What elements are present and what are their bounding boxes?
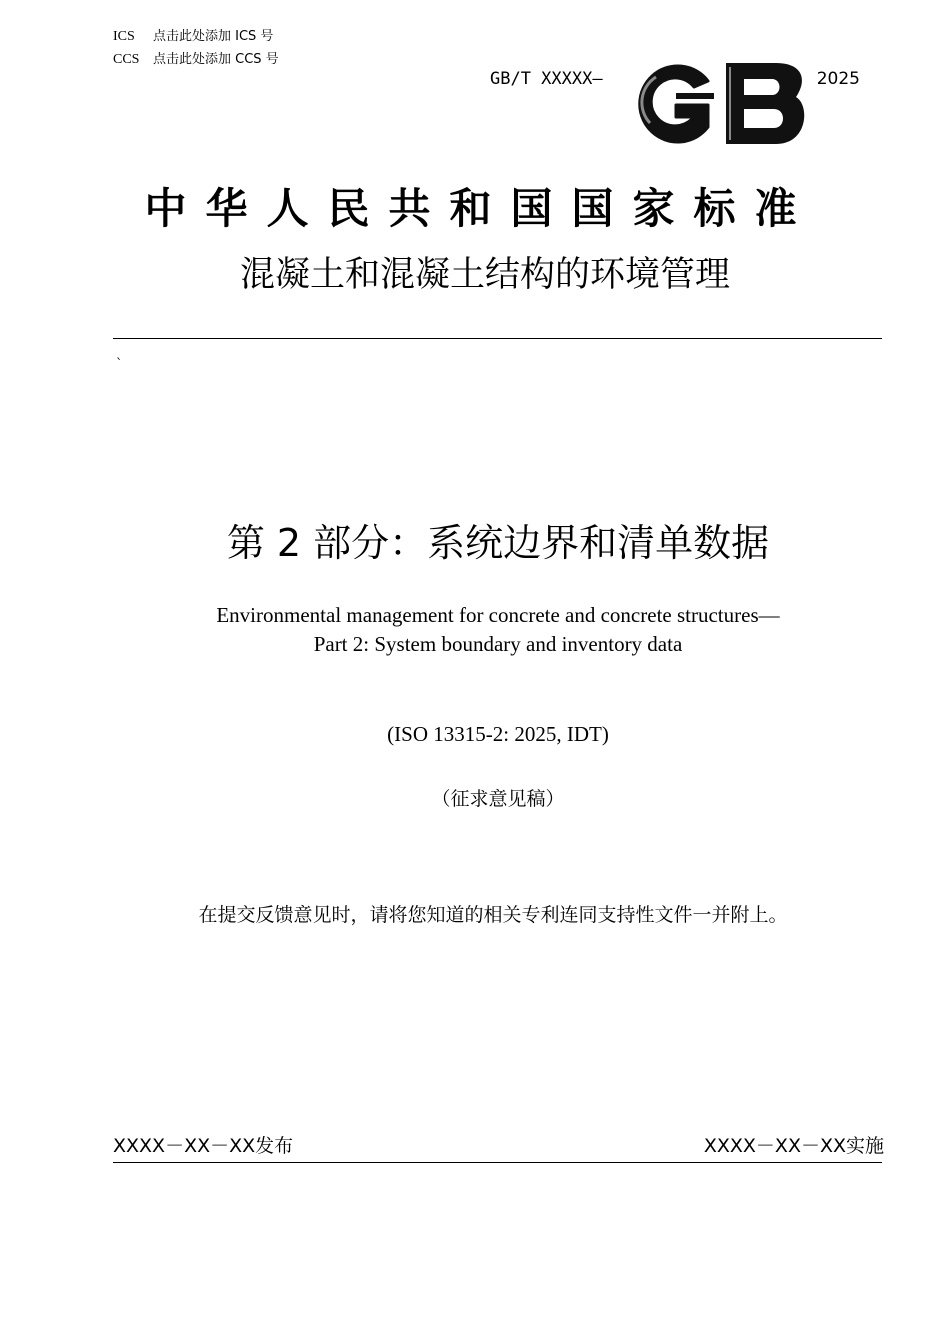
standard-number-year: 2025 (816, 69, 860, 89)
implementation-date: XXXX－XX－XX实施 (703, 1135, 884, 1157)
iso-reference: (ISO 13315-2: 2025, IDT) (387, 722, 609, 746)
ics-placeholder[interactable]: 点击此处添加 ICS 号 (153, 29, 274, 44)
english-title-line2: Part 2: System boundary and inventory data (313, 632, 683, 656)
top-divider (113, 338, 882, 339)
gb-logo (626, 57, 812, 150)
ics-line (113, 29, 273, 45)
ccs-placeholder[interactable]: 点击此处添加 CCS 号 (153, 52, 279, 67)
english-title-line1: Environmental management for concrete and concrete structures— (216, 603, 780, 627)
issue-date: XXXX－XX－XX发布 (113, 1135, 294, 1157)
ics-label: ICS (113, 29, 135, 44)
patent-notice: 在提交反馈意见时，请将您知道的相关专利连同支持性文件一并附上。 (198, 904, 788, 926)
draft-status: （征求意见稿） (431, 788, 565, 810)
ccs-label: CCS (113, 52, 140, 67)
gb-emblem-icon (626, 57, 812, 150)
standard-number-prefix: GB/T XXXXX— (490, 69, 603, 89)
ccs-line (113, 52, 279, 68)
bottom-divider (113, 1162, 882, 1163)
stray-mark: ` (116, 357, 123, 372)
national-standard-title: 中华人民共和国国家标准 (144, 184, 816, 233)
part-title: 第 2 部分：系统边界和清单数据 (226, 521, 770, 565)
main-title: 混凝土和混凝土结构的环境管理 (239, 255, 730, 295)
